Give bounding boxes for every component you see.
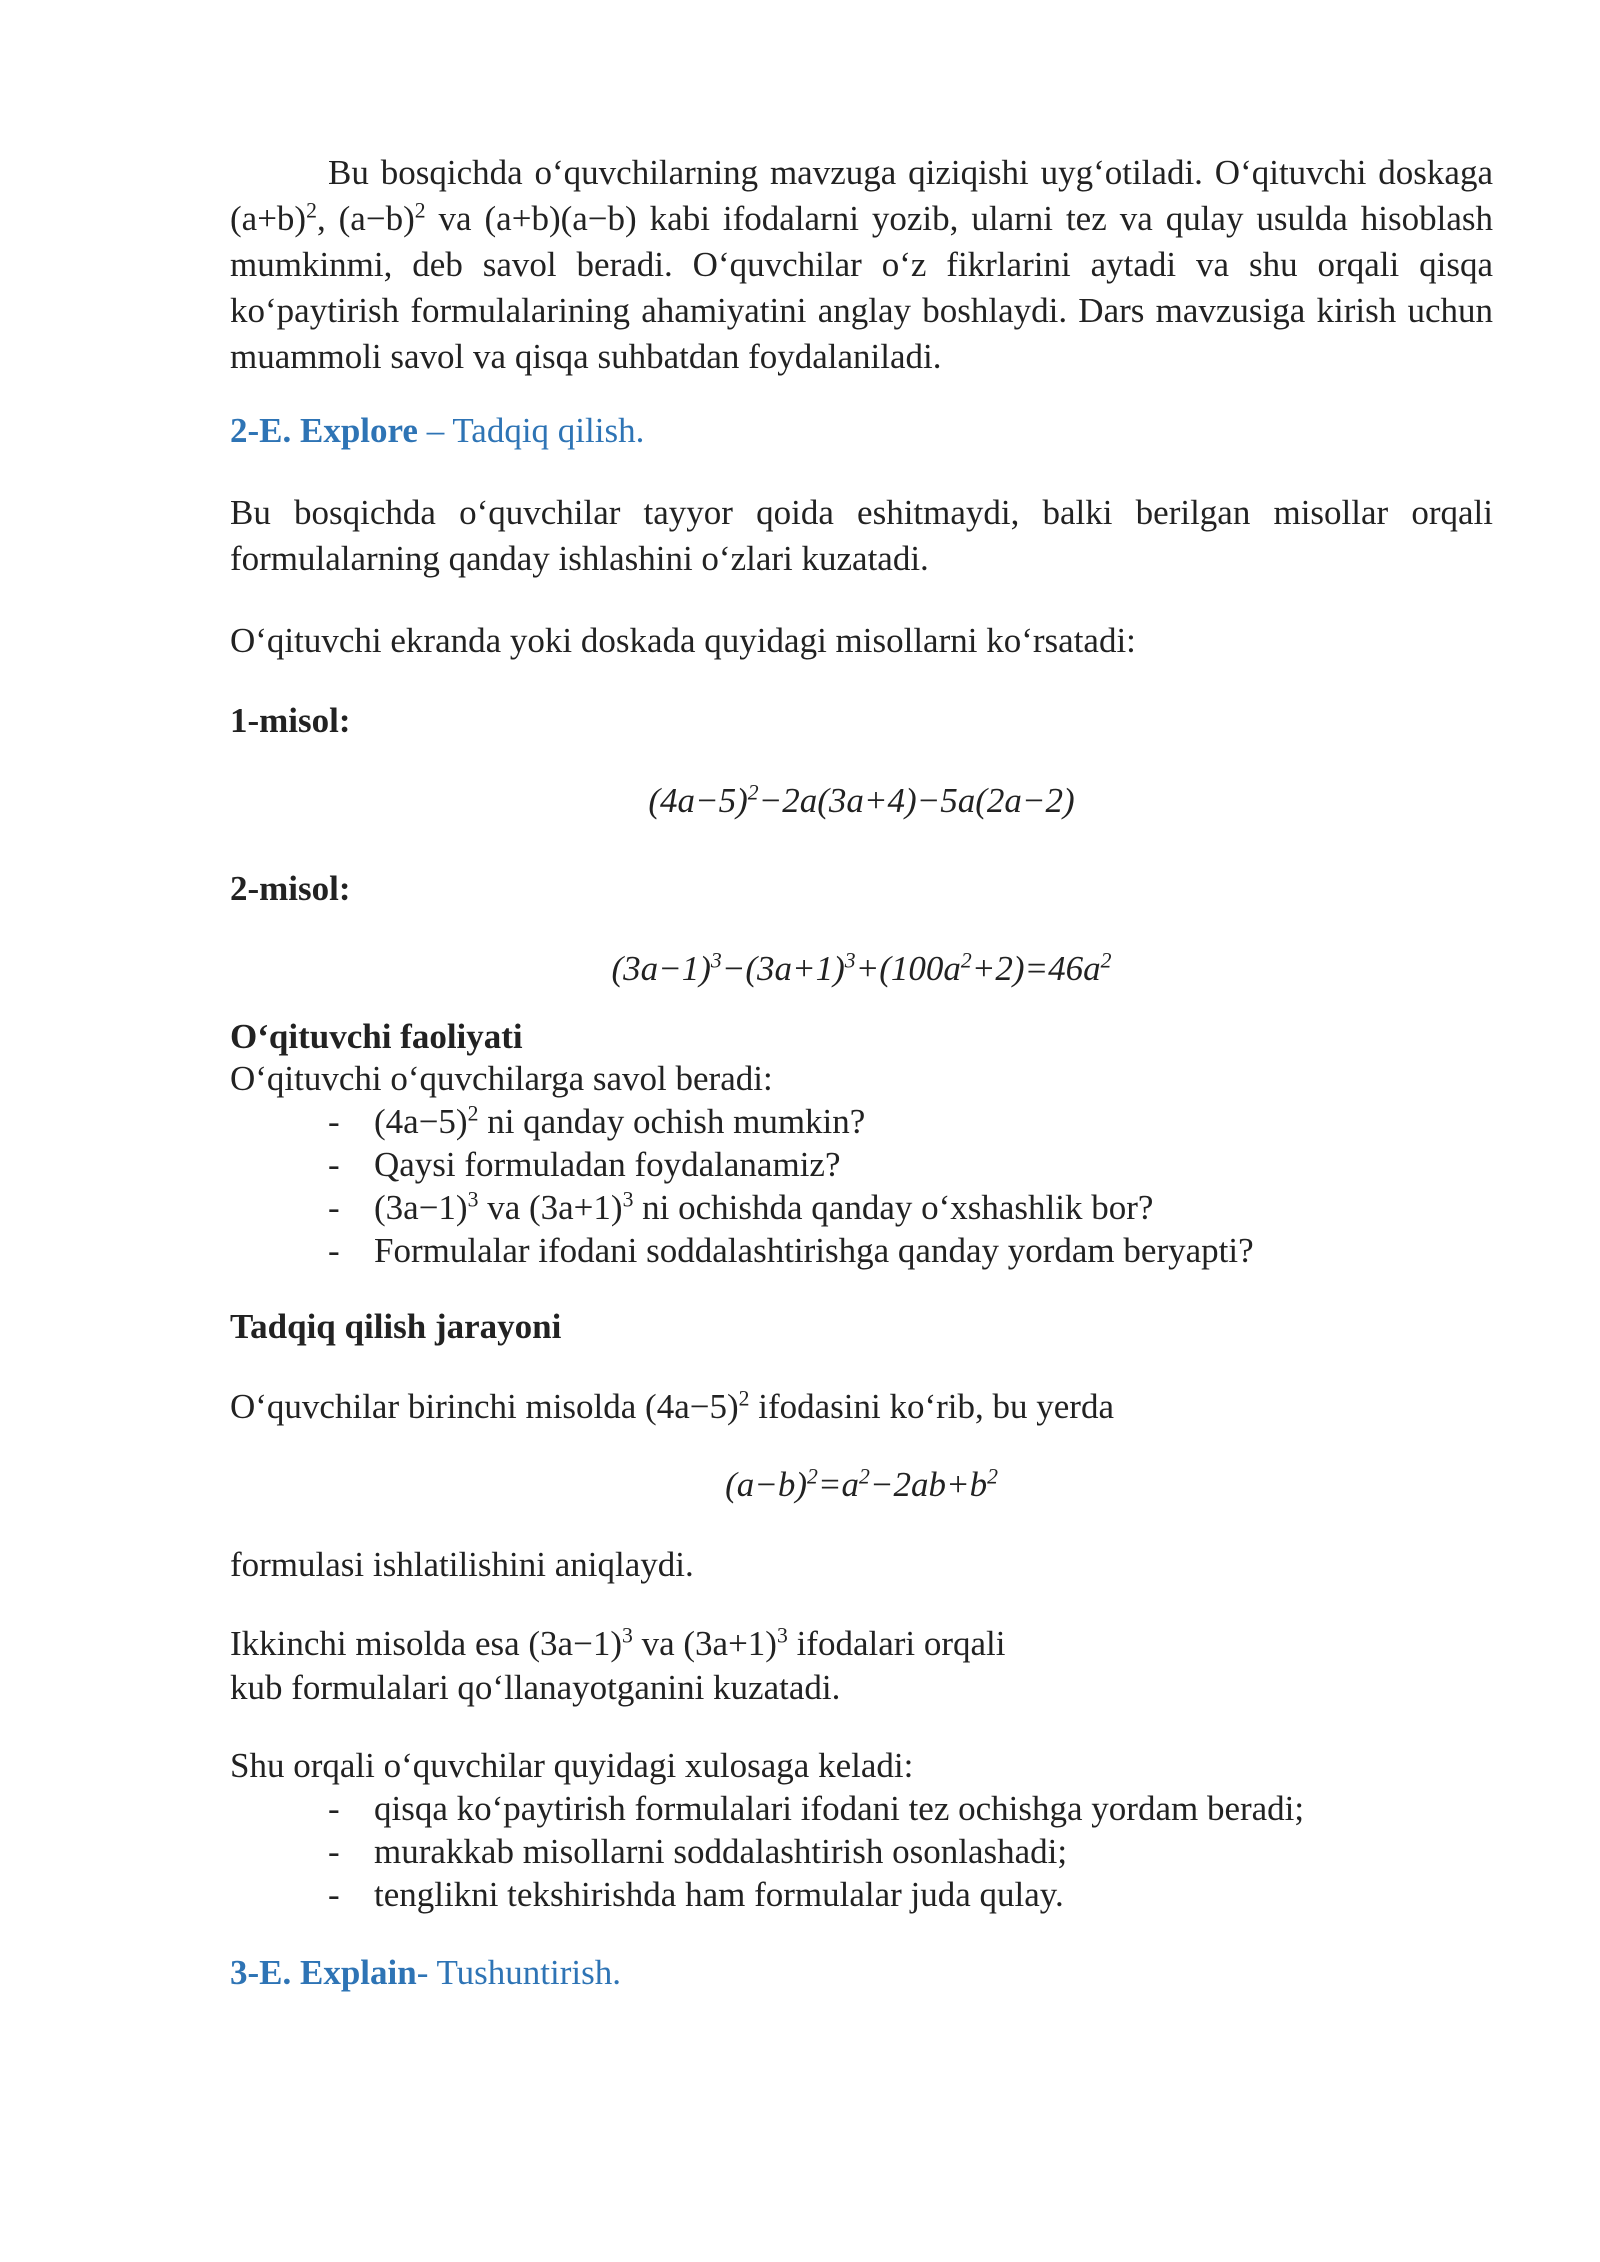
list-item: - murakkab misollarni soddalashtirish osonlashadi; [328, 1830, 1493, 1873]
conclusion-intro: Shu orqali o‘quvchilar quyidagi xulosaga keladi: [230, 1746, 914, 1785]
teacher-activity-intro: O‘qituvchi o‘quvchilarga savol beradi: [230, 1059, 773, 1098]
research-line-3: Ikkinchi misolda esa $(3a-1)^3$ va $(3a+1)^3$ ifodalari orqali [230, 1623, 1006, 1663]
list-item: - Qaysi formuladan foydalanamiz? [328, 1143, 1493, 1186]
conclusion-list [230, 1787, 1493, 1916]
intro-paragraph: Bu bosqichda o‘quvchilarning mavzuga qiziqishi uyg‘otiladi. O‘qituvchi doskaga $(a+b)^2$, $(a-b)^2$ va (a+b)(a−b) kabi ifodalarni yozib, ularni tez va qulay usulda hisoblash mumkinmi, deb savol beradi. O‘quvchilar o‘z fikrlarini aytadi va shu orqali qisqa ko‘paytirish formulalarining ahamiyatini anglay boshlaydi. Dars mavzusiga kirish uchun muammoli savol va qisqa suhbatdan foydalaniladi. [230, 153, 1493, 376]
teacher-shows-line: O‘qituvchi ekranda yoki doskada quyidagi misollarni ko‘rsatadi: [230, 621, 1136, 660]
research-title: Tadqiq qilish jarayoni [230, 1307, 562, 1346]
example1-formula: $(4a-5)^2-2a(3a+4)-5a(2a-2)$ [648, 780, 1075, 820]
section-heading-explore: 2-E. Explore – Tadqiq qilish. [230, 411, 645, 450]
list-item: - $(3a-1)^3$ va $(3a+1)^3$ ni ochishda qanday o‘xshashlik bor? [328, 1186, 1493, 1229]
section-heading-explain: 3-E. Explain- Tushuntirish. [230, 1953, 621, 1992]
list-item: - Formulalar ifodani soddalashtirishga qanday yordam beryapti? [328, 1229, 1493, 1272]
research-line-4: kub formulalari qo‘llanayotganini kuzatadi. [230, 1668, 841, 1707]
list-item: - $(4a-5)^2$ ni qanday ochish mumkin? [328, 1100, 1493, 1143]
research-line-1: O‘quvchilar birinchi misolda $(4a-5)^2$ ifodasini ko‘rib, bu yerda [230, 1386, 1114, 1426]
teacher-questions-list [230, 1100, 1493, 1272]
list-item: - qisqa ko‘paytirish formulalari ifodani tez ochishga yordam beradi; [328, 1787, 1493, 1830]
list-item: - tenglikni tekshirishda ham formulalar juda qulay. [328, 1873, 1493, 1916]
teacher-activity-title: O‘qituvchi faoliyati [230, 1017, 523, 1056]
example1-label: 1-misol: [230, 701, 351, 740]
square-difference-formula: $(a-b)^2=a^2-2ab+b^2$ [725, 1464, 998, 1504]
example2-label: 2-misol: [230, 869, 351, 908]
explore-paragraph: Bu bosqichda o‘quvchilar tayyor qoida eshitmaydi, balki berilgan misollar orqali formulalarning qanday ishlashini o‘zlari kuzatadi. [230, 493, 1493, 578]
document-page [230, 150, 1493, 1996]
example2-formula: $(3a-1)^3-(3a+1)^3+(100a^2+2)=46a^2$ [611, 948, 1112, 988]
research-line-2: formulasi ishlatilishini aniqlaydi. [230, 1545, 694, 1584]
